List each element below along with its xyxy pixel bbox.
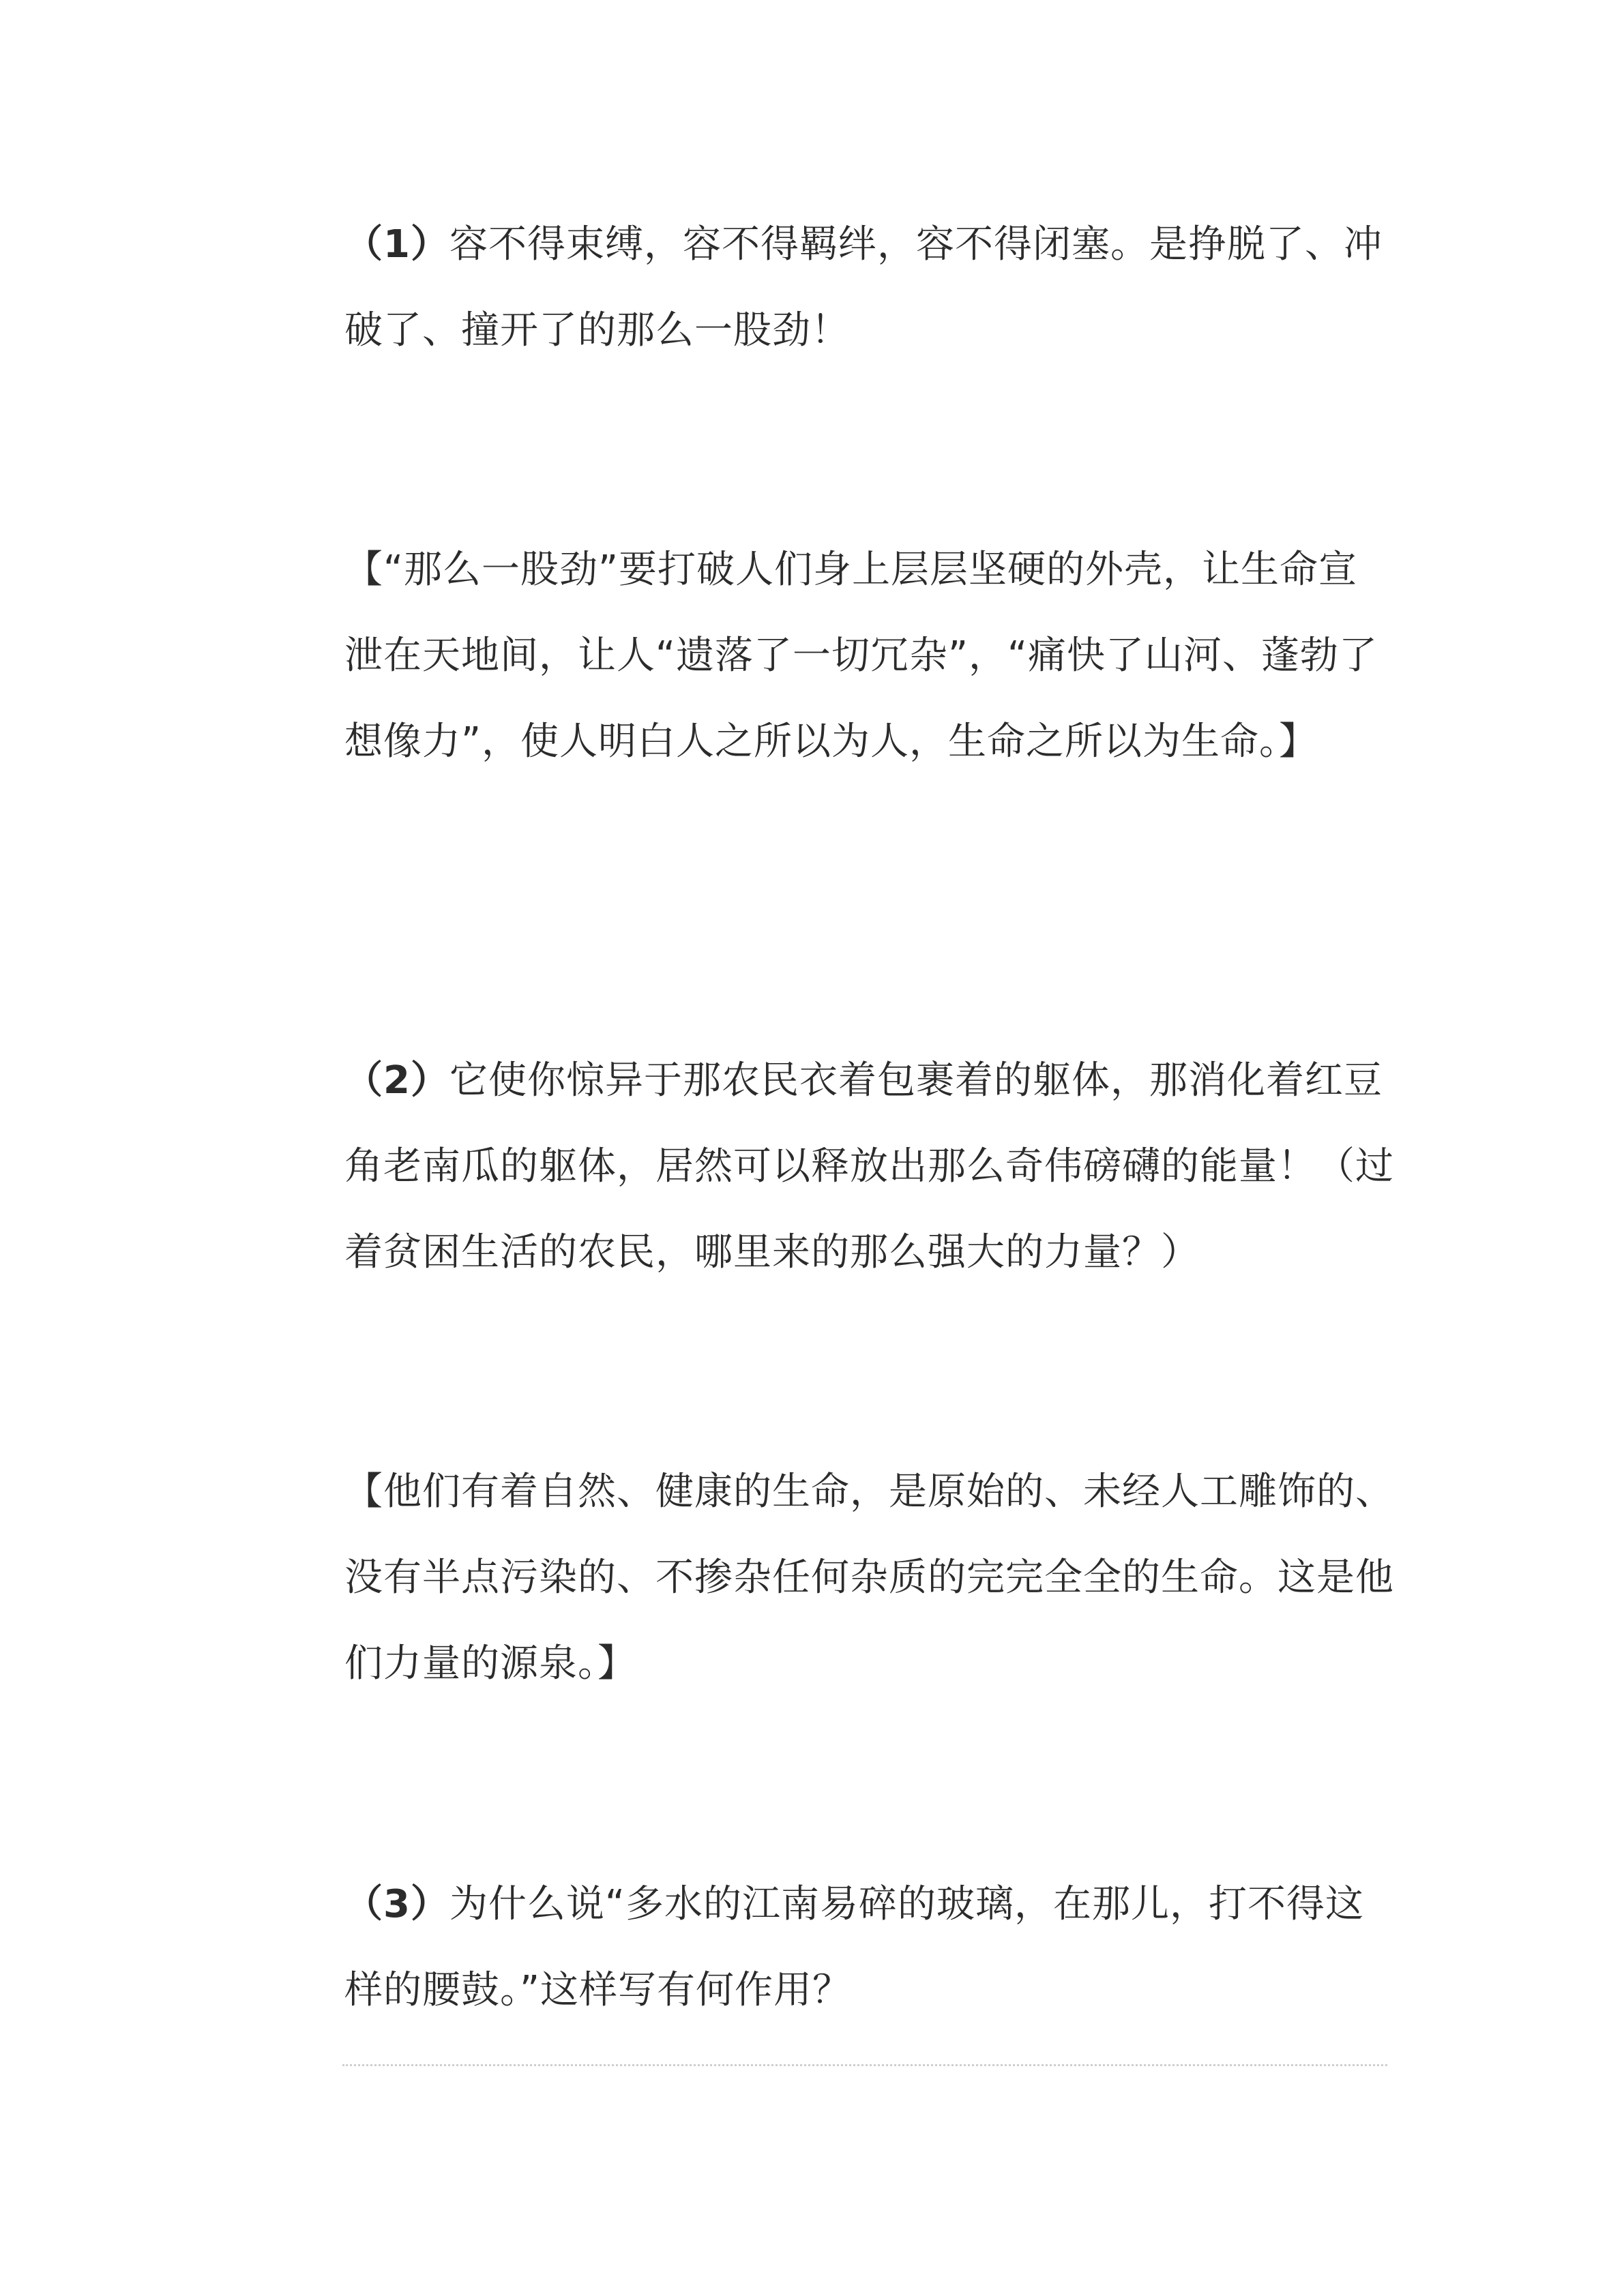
question-text: 它使你惊异于那农民衣着包裹着的躯体，那消化着红豆角老南瓜的躯体，居然可以释放出那么奇伟磅礴的能量！（过着贫困生活的农民，哪里来的那么强大的力量？） (344, 1058, 1394, 1274)
dotted-divider (342, 2064, 1387, 2066)
answer-text: 【“那么一股劲”要打破人们身上层层坚硬的外壳，让生命宣泄在天地间，让人“遗落了一切冗杂”，“痛快了山河、蓬勃了想像力”，使人明白人之所以为人，生命之所以为生命。】 (344, 548, 1378, 764)
answer-2 (344, 1449, 1395, 1707)
question-number: （1） (344, 222, 449, 267)
question-text: 容不得束缚，容不得羁绊，容不得闭塞。是挣脱了、冲破了、撞开了的那么一股劲！ (344, 222, 1383, 353)
question-text: 为什么说“多水的江南易碎的玻璃，在那儿，打不得这样的腰鼓。”这样写有何作用？ (344, 1882, 1364, 2012)
question-3 (344, 1862, 1395, 2033)
question-number: （3） (344, 1882, 449, 1926)
question-1 (344, 202, 1395, 374)
question-number: （2） (344, 1058, 449, 1103)
question-2 (344, 1038, 1395, 1296)
answer-text: 【他们有着自然、健康的生命，是原始的、未经人工雕饰的、没有半点污染的、不掺杂任何杂质的完完全全的生命。这是他们力量的源泉。】 (344, 1470, 1394, 1686)
answer-1 (344, 527, 1395, 785)
